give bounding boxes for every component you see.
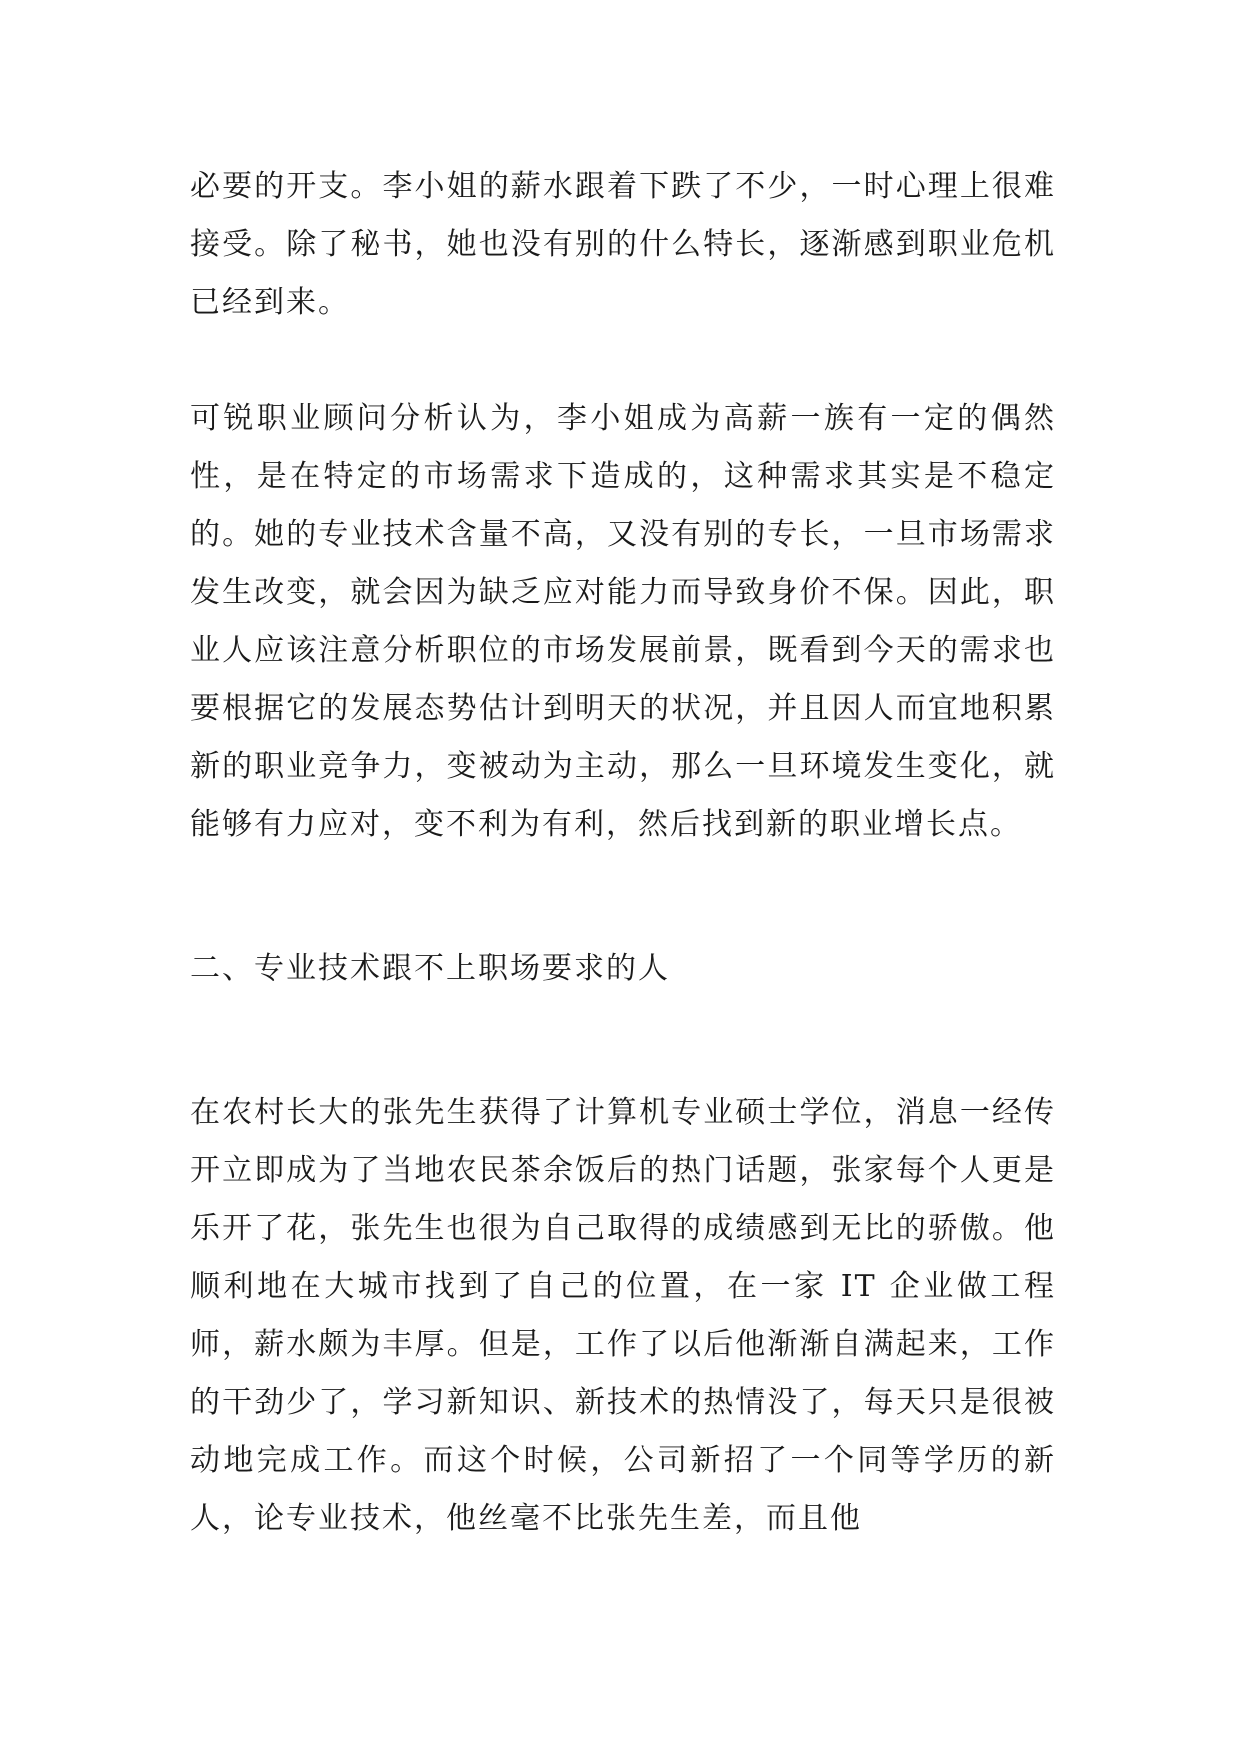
paragraph-1-text: 必要的开支。李小姐的薪水跟着下跌了不少，一时心理上很难接受。除了秘书，她也没有别的什么特长，逐渐感到职业危机已经到来。	[190, 169, 1056, 320]
paragraph-2	[190, 390, 1056, 854]
paragraph-1	[190, 158, 1056, 332]
paragraph-3	[190, 1084, 1056, 1548]
section-heading-text: 二、专业技术跟不上职场要求的人	[190, 951, 670, 986]
section-heading	[190, 940, 1056, 998]
paragraph-3-text: 在农村长大的张先生获得了计算机专业硕士学位，消息一经传开立即成为了当地农民茶余饭后的热门话题，张家每个人更是乐开了花，张先生也很为自己取得的成绩感到无比的骄傲。他顺利地在大城市找到了自己的位置，在一家 IT 企业做工程师，薪水颇为丰厚。但是，工作了以后他渐渐自满起来，工作的干劲少了，学习新知识、新技术的热情没了，每天只是很被动地完成工作。而这个时候，公司新招了一个同等学历的新人，论专业技术，他丝毫不比张先生差，而且他	[190, 1095, 1056, 1536]
paragraph-2-text: 可锐职业顾问分析认为，李小姐成为高薪一族有一定的偶然性，是在特定的市场需求下造成的，这种需求其实是不稳定的。她的专业技术含量不高，又没有别的专长，一旦市场需求发生改变，就会因为缺乏应对能力而导致身价不保。因此，职业人应该注意分析职位的市场发展前景，既看到今天的需求也要根据它的发展态势估计到明天的状况，并且因人而宜地积累新的职业竞争力，变被动为主动，那么一旦环境发生变化，就能够有力应对，变不利为有利，然后找到新的职业增长点。	[190, 401, 1056, 842]
